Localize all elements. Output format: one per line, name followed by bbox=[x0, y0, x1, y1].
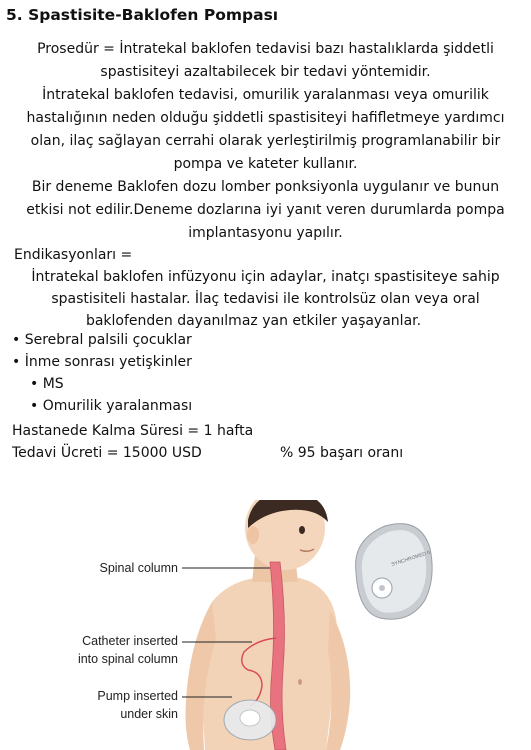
list-item: • MS bbox=[12, 373, 192, 395]
success-rate: % 95 başarı oranı bbox=[280, 445, 404, 461]
indications-heading: Endikasyonları = bbox=[14, 247, 133, 263]
label-catheter: Catheter inserted bbox=[82, 634, 178, 648]
procedure-line: etkisi not edilir.Deneme dozlarına iyi yanıt veren durumlarda pompa bbox=[26, 202, 505, 218]
indications-line: spastisiteli hastalar. İlaç tedavisi ile kontrolsüz olan veya oral bbox=[51, 291, 480, 307]
label-catheter: into spinal column bbox=[77, 652, 178, 666]
procedure-line: Prosedür = İntratekal baklofen tedavisi bazı hastalıklarda şiddetli bbox=[37, 41, 494, 57]
indications-line: baklofenden dayanılmaz yan etkiler yaşayanlar. bbox=[85, 313, 422, 329]
list-item: • Omurilik yaralanması bbox=[12, 395, 192, 417]
list-item: • İnme sonrası yetişkinler bbox=[12, 351, 192, 373]
treatment-cost: Tedavi Ücreti = 15000 USD bbox=[12, 445, 202, 461]
hospital-stay: Hastanede Kalma Süresi = 1 hafta bbox=[12, 423, 254, 439]
page-title: 5. Spastisite-Baklofen Pompası bbox=[6, 6, 279, 24]
label-pump: under skin bbox=[120, 707, 178, 721]
pump-device-icon bbox=[356, 524, 433, 620]
indications-list bbox=[12, 329, 192, 417]
procedure-line: olan, ilaç sağlayan cerrahi olarak yerleştirilmiş programlanabilir bir bbox=[30, 133, 501, 149]
procedure-line: implantasyonu yapılır. bbox=[188, 225, 343, 241]
indications-line: İntratekal baklofen infüzyonu için adaylar, inatçı spastisiteye sahip bbox=[31, 269, 500, 285]
procedure-line: pompa ve kateter kullanır. bbox=[173, 156, 358, 172]
procedure-line: spastisiteyi azaltabilecek bir tedavi yöntemidir. bbox=[100, 64, 431, 80]
pump-illustration bbox=[0, 500, 531, 750]
implanted-pump bbox=[224, 700, 276, 740]
label-pump: Pump inserted bbox=[97, 689, 178, 703]
list-item: • Serebral palsili çocuklar bbox=[12, 329, 192, 351]
label-spinal-column: Spinal column bbox=[99, 561, 178, 575]
procedure-line: Bir deneme Baklofen dozu lomber ponksiyonla uygulanır ve bunun bbox=[31, 179, 500, 195]
procedure-line: İntratekal baklofen tedavisi, omurilik yaralanması veya omurilik bbox=[42, 87, 489, 103]
device-label: SYNCHROMED II bbox=[390, 549, 431, 568]
procedure-line: hastalığının neden olduğu şiddetli spastisiteyi hafifletmeye yardımcı bbox=[26, 110, 505, 126]
